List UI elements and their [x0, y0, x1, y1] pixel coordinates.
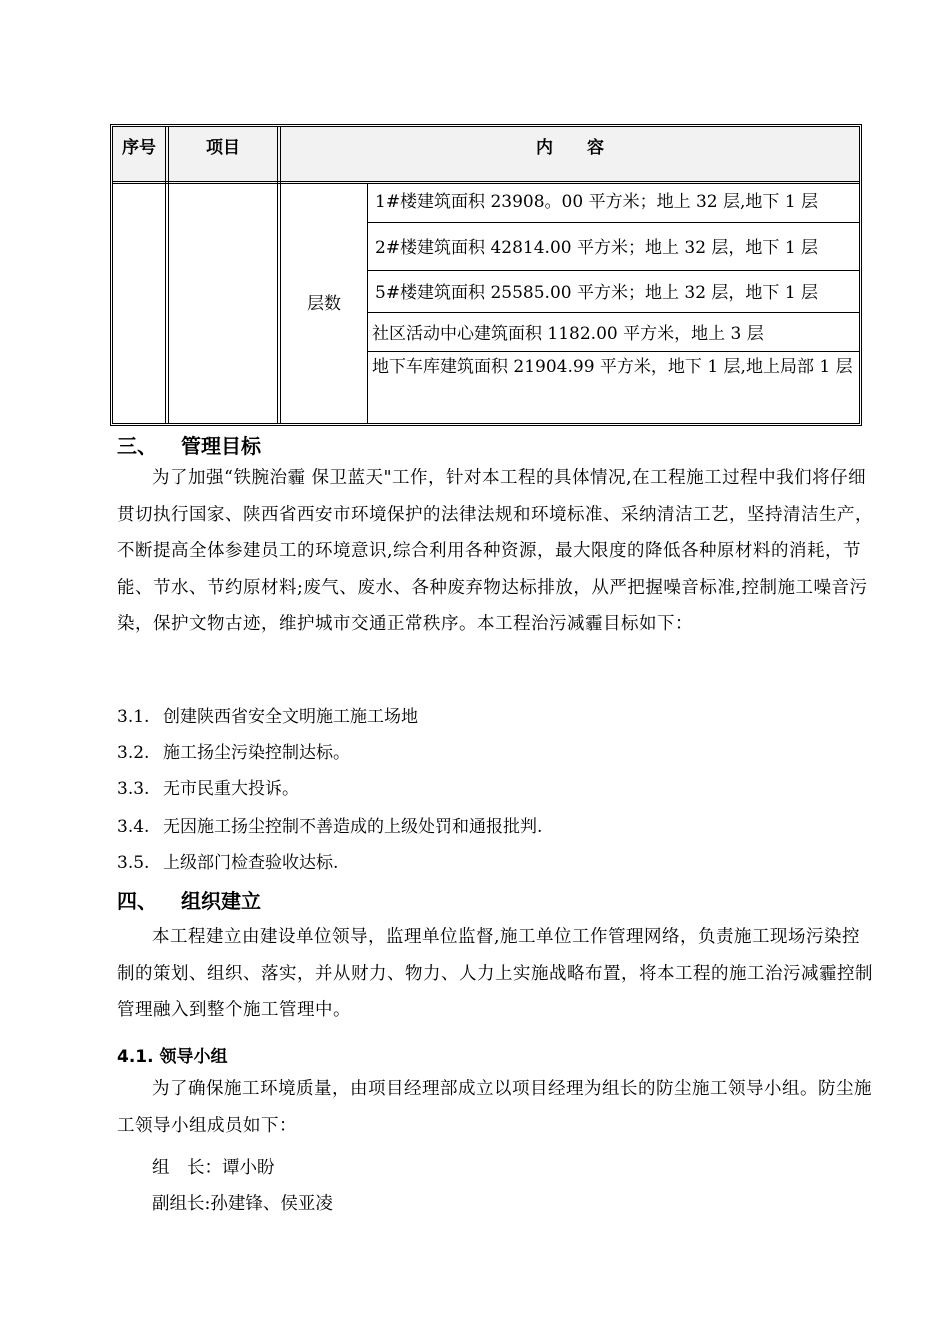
row-label-floors: 层数: [307, 294, 341, 314]
col-divider-2: [277, 127, 281, 423]
subsection-4-1-heading: 4.1. 领导小组: [117, 1047, 228, 1067]
table-row: 社区活动中心建筑面积 1182.00 平方米，地上 3 层: [372, 324, 764, 344]
row-divider: [368, 270, 859, 271]
header-seq: 序号: [122, 138, 156, 158]
list-item: 3.3. 无市民重大投诉。: [117, 779, 299, 799]
project-info-table: [110, 124, 862, 426]
section-4-number: 四、: [117, 889, 157, 913]
col-divider-1: [165, 127, 169, 423]
row-divider: [368, 222, 859, 223]
section-3-heading: [117, 430, 261, 459]
subsection-4-1-paragraph: 为了确保施工环境质量，由项目经理部成立以项目经理为组长的防尘施工领导小组。防尘施工领导小组成员如下：: [117, 1079, 872, 1136]
table-row: 1#楼建筑面积 23908。00 平方米；地上 32 层,地下 1 层: [375, 192, 819, 212]
table-row: 地下车库建筑面积 21904.99 平方米，地下 1 层,地上局部 1 层: [372, 357, 853, 377]
deputy-leader-line: 副组长:孙建锋、侯亚凌: [152, 1194, 333, 1214]
col-divider-3: [367, 184, 368, 423]
section-3-number: 三、: [117, 434, 157, 458]
header-content: 内 容: [536, 138, 604, 158]
table-row: 5#楼建筑面积 25585.00 平方米；地上 32 层，地下 1 层: [375, 283, 819, 303]
list-item: 3.1. 创建陕西省安全文明施工施工场地: [117, 707, 418, 727]
header-item: 项目: [206, 138, 240, 158]
section-4-title: 组织建立: [181, 889, 261, 913]
section-4-heading: [117, 885, 261, 914]
leader-line: 组 长：谭小盼: [152, 1158, 275, 1178]
row-divider: [368, 312, 859, 313]
section-4-paragraph: 本工程建立由建设单位领导，监理单位监督,施工单位工作管理网络，负责施工现场污染控制的策划、组织、落实，并从财力、物力、人力上实施战略布置，将本工程的施工治污减霾控制管理融入到整个施工管理中。: [117, 927, 873, 1021]
list-item: 3.5. 上级部门检查验收达标.: [117, 853, 339, 873]
table-row: 2#楼建筑面积 42814.00 平方米；地上 32 层，地下 1 层: [375, 238, 819, 258]
list-item: 3.2. 施工扬尘污染控制达标。: [117, 743, 350, 763]
section-3-paragraph: 为了加强“铁腕治霾 保卫蓝天"工作，针对本工程的具体情况,在工程施工过程中我们将仔细贯切执行国家、陕西省西安市环境保护的法律法规和环境标准、采纳清洁工艺，坚持清洁生产，不断提高全体参建员工的环境意识,综合利用各种资源，最大限度的降低各种原材料的消耗，节能、节水、节约原材料;废气、废水、各种废弃物达标排放，从严把握噪音标准,控制施工噪音污染，保护文物古迹，维护城市交通正常秩序。本工程治污减霾目标如下：: [117, 468, 873, 635]
list-item: 3.4. 无因施工扬尘控制不善造成的上级处罚和通报批判.: [117, 817, 543, 837]
section-3-title: 管理目标: [181, 434, 261, 458]
